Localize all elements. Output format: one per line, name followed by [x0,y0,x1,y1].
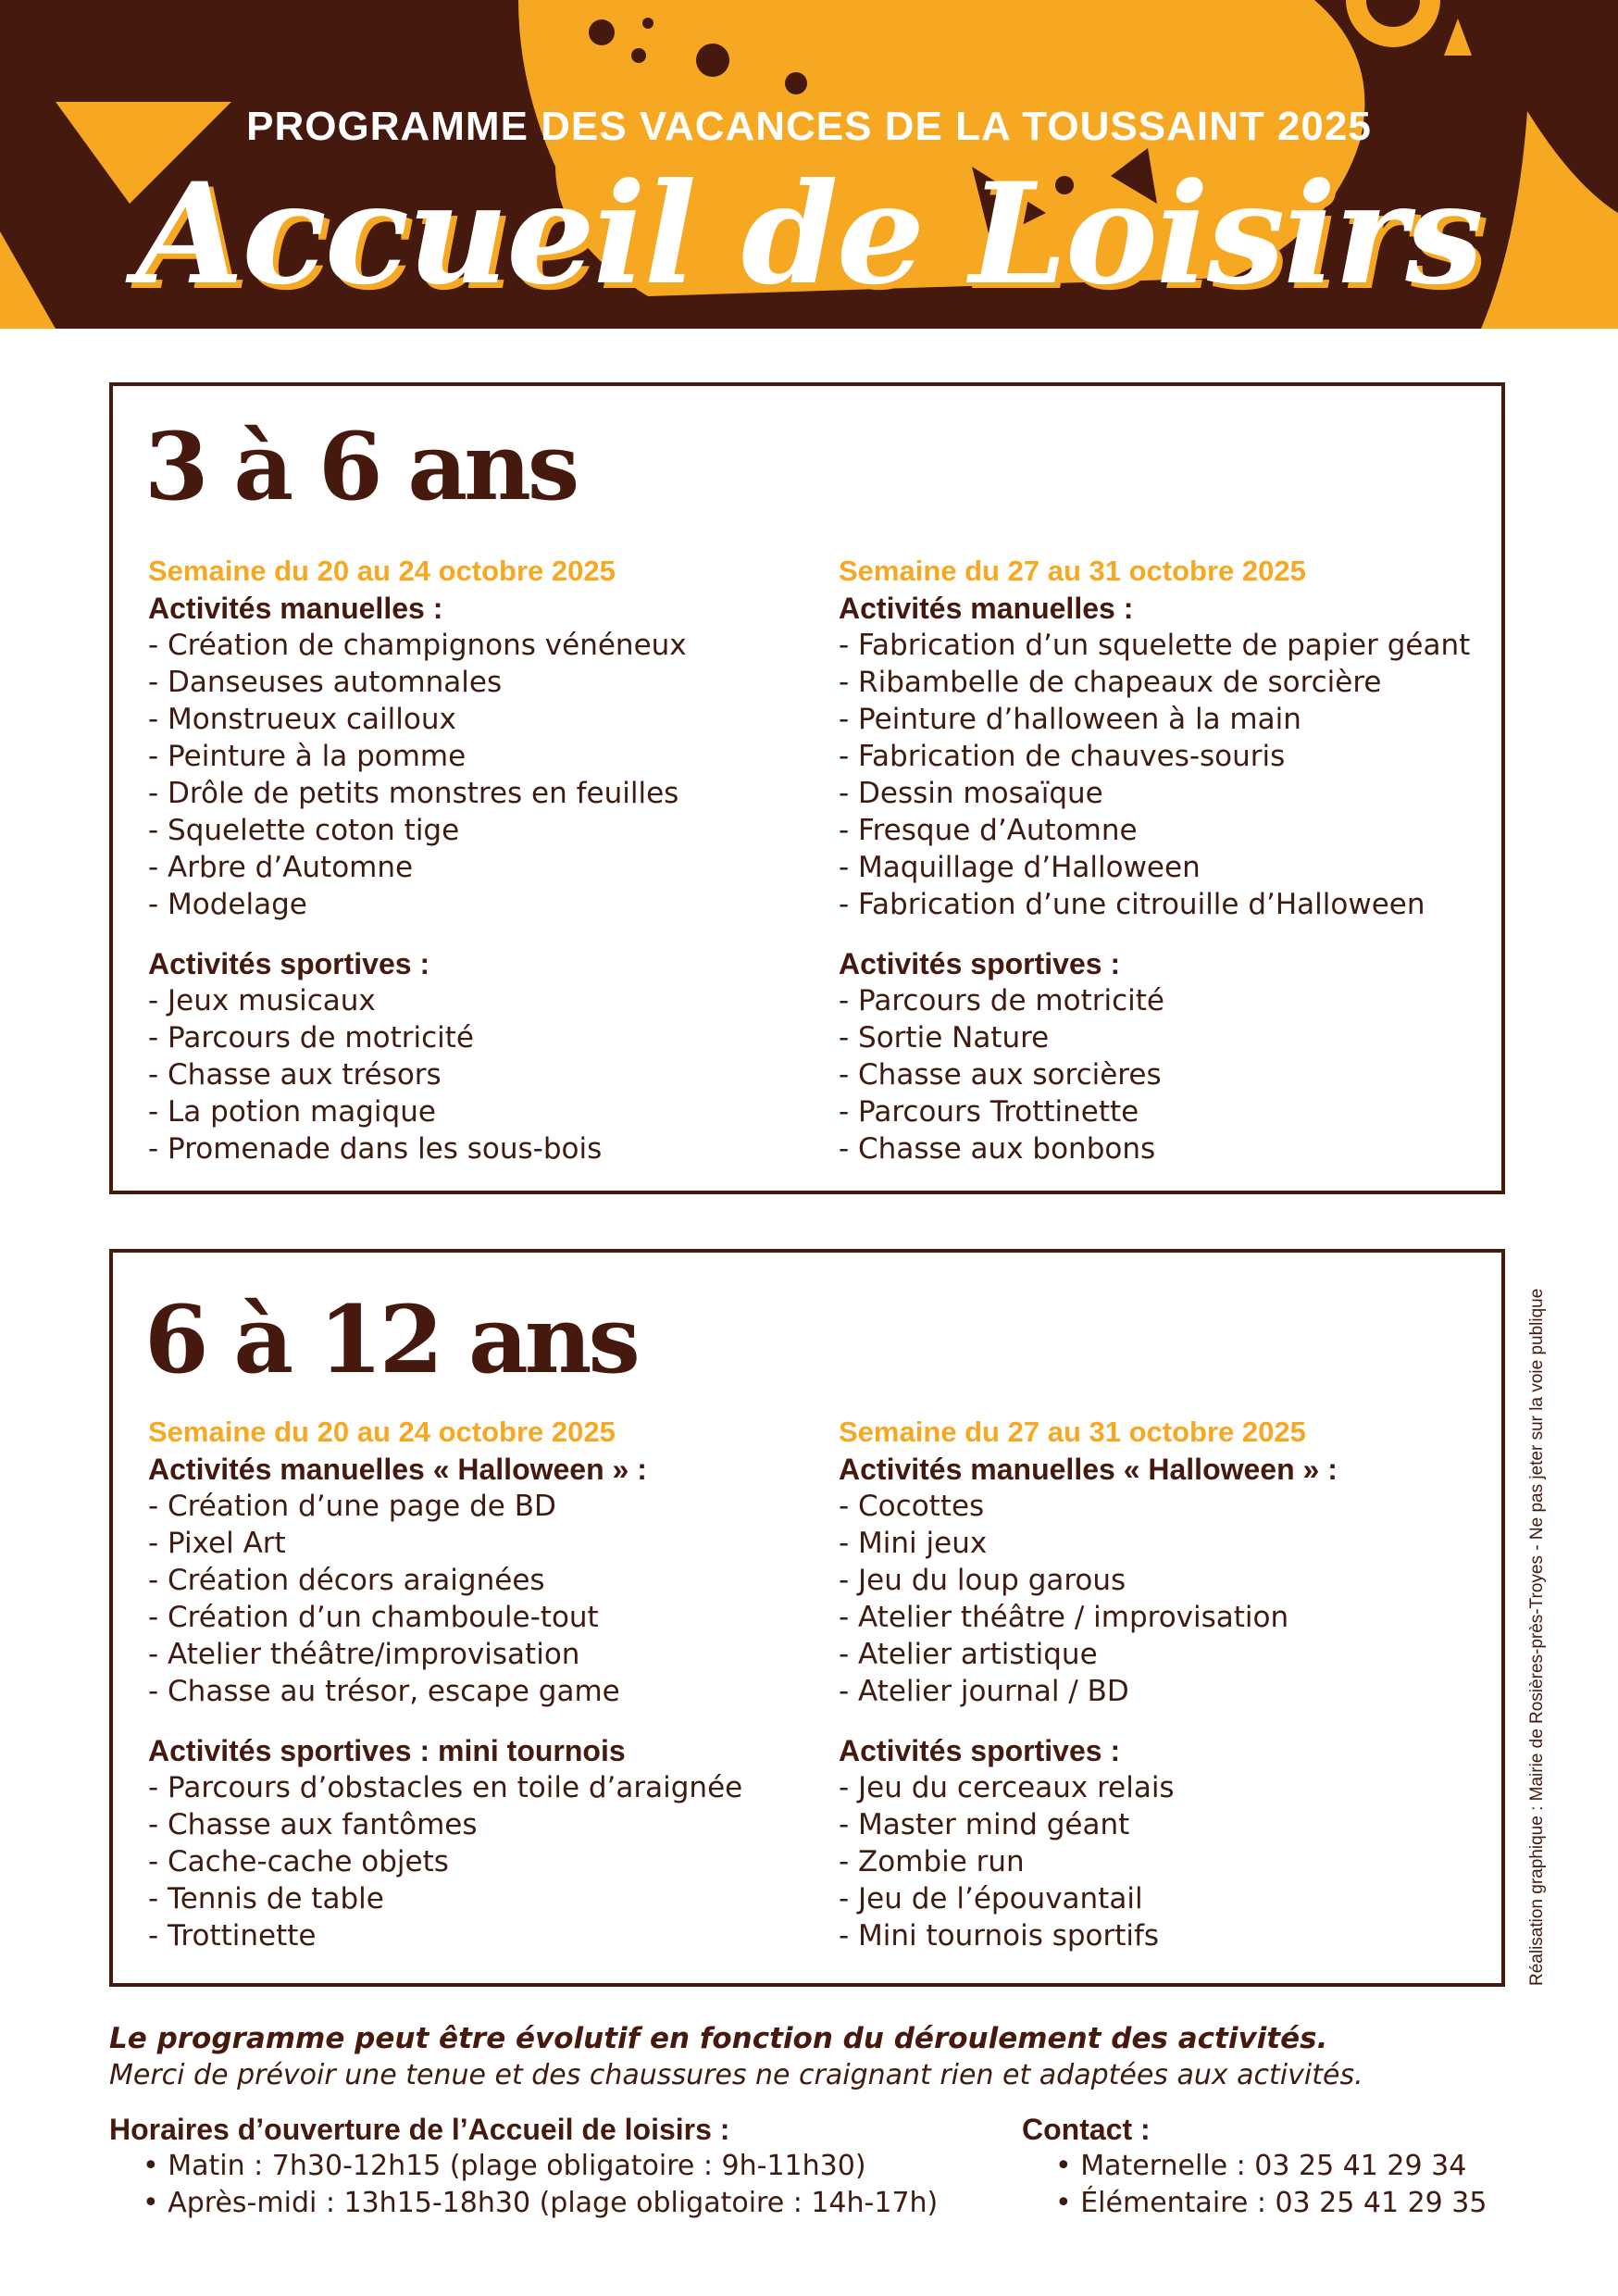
category-title: Activités sportives : [839,947,1121,980]
section-6-12-ans [109,1249,1505,1987]
list-item: - Parcours de motricité [839,984,1164,1017]
list-item: - Chasse au trésor, escape game [148,1675,620,1708]
list-item: - Fresque d’Automne [839,814,1138,847]
list-item: - Atelier théâtre/improvisation [148,1638,580,1671]
list-item: - Cocottes [839,1490,985,1523]
header-banner [0,0,1618,329]
list-item: - Arbre d’Automne [148,851,414,884]
section-3-6-ans [109,382,1505,1194]
list-item: - Parcours d’obstacles en toile d’araignée [148,1771,743,1804]
list-item: - Promenade dans les sous-bois [148,1132,603,1166]
age-title: 3 à 6 ans [144,412,577,521]
list-item: - Ribambelle de chapeaux de sorcière [839,666,1382,699]
list-item: - Atelier artistique [839,1638,1098,1671]
list-item: - Chasse aux bonbons [839,1132,1156,1166]
list-item: - Peinture à la pomme [148,740,467,773]
category-title: Activités manuelles : [148,592,443,625]
list-item: - Création décors araignées [148,1564,545,1597]
category-title: Activités sportives : [839,1734,1121,1767]
list-item: - Création d’un chamboule-tout [148,1601,599,1634]
list-item: - Master mind géant [839,1808,1130,1841]
list-item: - Parcours de motricité [148,1021,474,1054]
contact-item: • Maternelle : 03 25 41 29 34 [1055,2150,1467,2182]
age-title: 6 à 12 ans [144,1285,637,1394]
category-title: Activités sportives : [148,947,430,980]
list-item: - Mini jeux [839,1527,988,1560]
credit-text: Réalisation graphique : Mairie de Rosières-près-Troyes - Ne pas jeter sur la voie publique [1527,1288,1547,1986]
list-item: - Modelage [148,888,307,921]
category-title: Activités manuelles « Halloween » : [148,1453,647,1486]
category-title: Activités manuelles : [839,592,1134,625]
program-note: Le programme peut être évolutif en fonction du déroulement des activités. [109,2022,1328,2055]
list-item: - Mini tournois sportifs [839,1919,1160,1953]
list-item: - Chasse aux trésors [148,1058,442,1092]
list-item: - Pixel Art [148,1527,286,1560]
list-item: - Fabrication de chauves-souris [839,740,1286,773]
list-item: - Atelier théâtre / improvisation [839,1601,1289,1634]
list-item: - Zombie run [839,1845,1025,1878]
category-title: Activités manuelles « Halloween » : [839,1453,1338,1486]
list-item: - Trottinette [148,1919,317,1953]
list-item: - Maquillage d’Halloween [839,851,1201,884]
list-item: - Fabrication d’un squelette de papier géant [839,629,1471,662]
list-item: - Monstrueux cailloux [148,703,456,736]
list-item: - Création d’une page de BD [148,1490,556,1523]
list-item: - Squelette coton tige [148,814,460,847]
list-item: - Dessin mosaïque [839,777,1103,810]
contact-block [1022,2111,1487,2222]
list-item: - Chasse aux sorcières [839,1058,1162,1092]
opening-hours [109,2111,938,2222]
list-item: - Jeu du loup garous [839,1564,1126,1597]
list-item: - Tennis de table [148,1882,384,1915]
list-item: - Fabrication d’une citrouille d’Halloween [839,888,1425,921]
list-item: - Danseuses automnales [148,666,503,699]
hours-title: Horaires d’ouverture de l’Accueil de loisirs : [109,2113,730,2146]
list-item: - La potion magique [148,1095,436,1129]
list-item: - Jeu du cerceaux relais [839,1771,1175,1804]
list-item: - Parcours Trottinette [839,1095,1139,1129]
contact-item: • Élémentaire : 03 25 41 29 35 [1055,2187,1487,2219]
list-item: - Peinture d’halloween à la main [839,703,1301,736]
hours-item: • Après-midi : 13h15-18h30 (plage obligatoire : 14h-17h) [143,2187,939,2219]
header-subtitle: PROGRAMME DES VACANCES DE LA TOUSSAINT 2025 [246,104,1372,149]
week-label: Semaine du 27 au 31 octobre 2025 [839,555,1306,587]
page-title: Accueil de Loisirs [136,153,1482,316]
week-column [148,553,815,1167]
week-label: Semaine du 20 au 24 octobre 2025 [148,555,616,587]
week-column [839,1414,1505,1954]
week-label: Semaine du 20 au 24 octobre 2025 [148,1416,616,1448]
list-item: - Cache-cache objets [148,1845,449,1878]
list-item: - Création de champignons vénéneux [148,629,687,662]
list-item: - Chasse aux fantômes [148,1808,478,1841]
list-item: - Jeu de l’épouvantail [839,1882,1143,1915]
list-item: - Jeux musicaux [148,984,376,1017]
list-item: - Drôle de petits monstres en feuilles [148,777,679,810]
list-item: - Atelier journal / BD [839,1675,1129,1708]
clothing-note: Merci de prévoir une tenue et des chaussures ne craignant rien et adaptées aux activités. [109,2059,1363,2091]
week-label: Semaine du 27 au 31 octobre 2025 [839,1416,1306,1448]
week-column [839,553,1505,1167]
contact-title: Contact : [1022,2113,1151,2146]
hours-item: • Matin : 7h30-12h15 (plage obligatoire : 9h-11h30) [143,2150,866,2182]
list-item: - Sortie Nature [839,1021,1050,1054]
week-column [148,1414,815,1954]
category-title: Activités sportives : mini tournois [148,1734,626,1767]
